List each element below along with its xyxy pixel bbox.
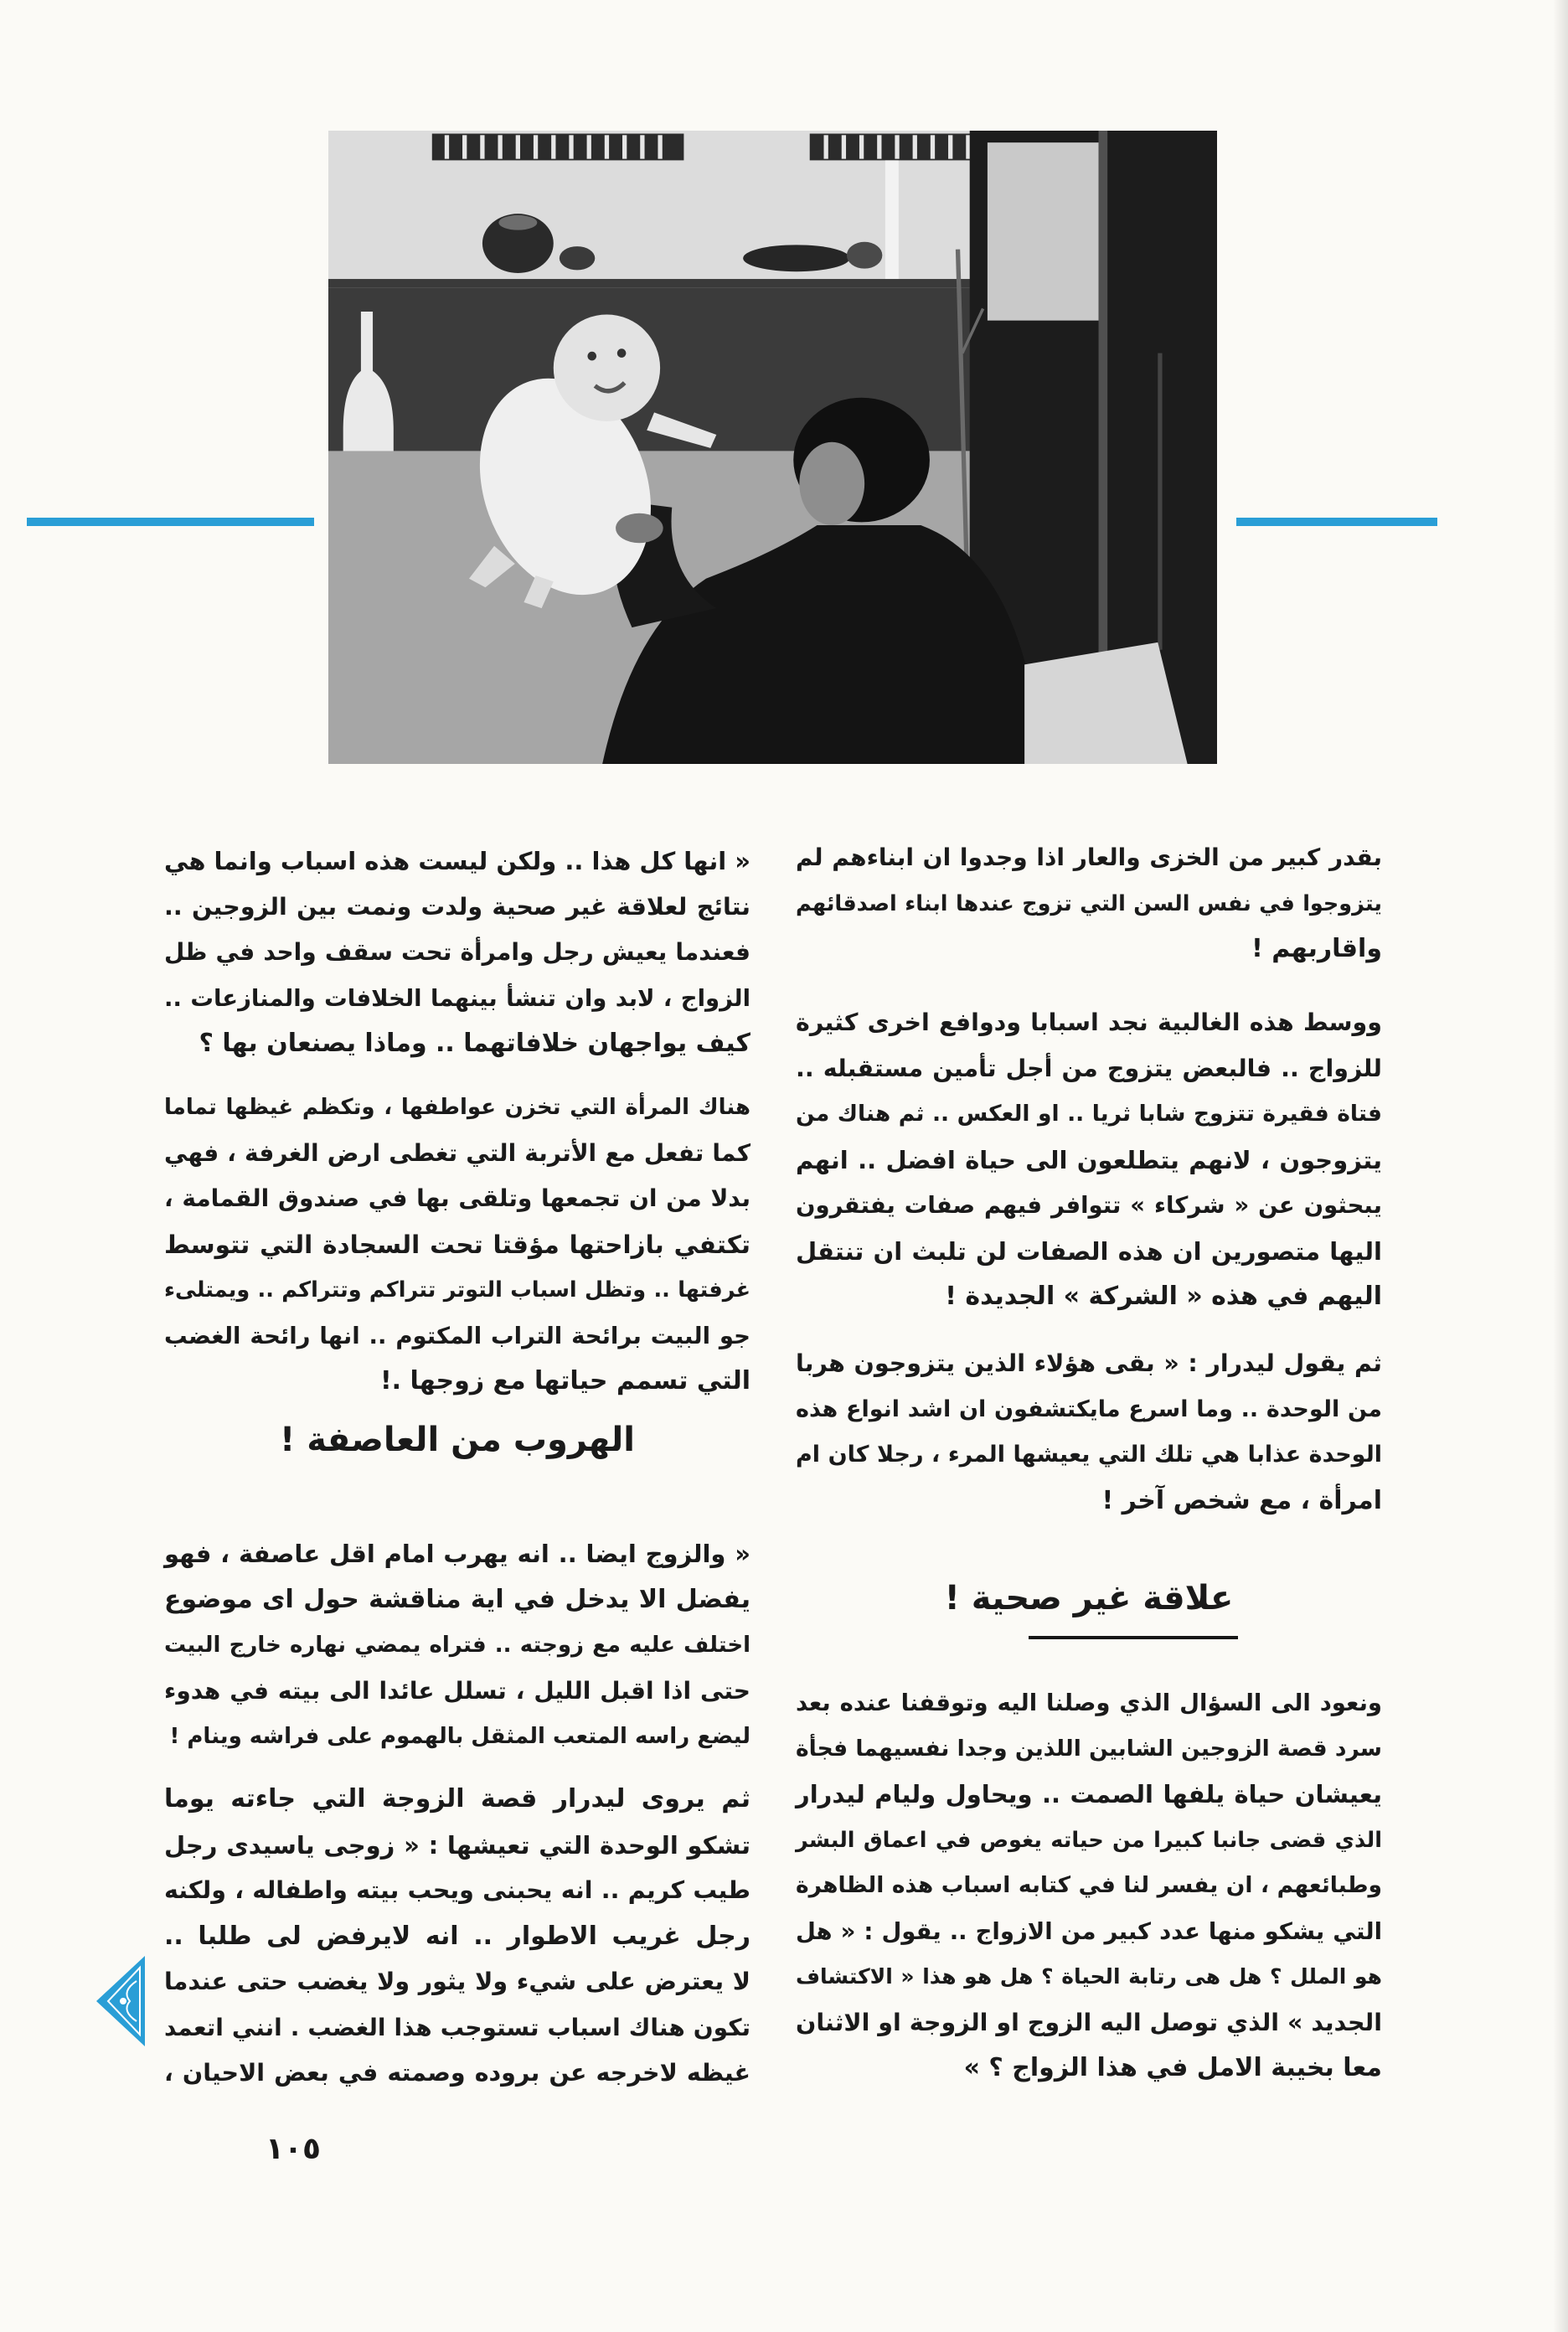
right-column-paragraph-3 xyxy=(796,1341,1382,1524)
right-column-paragraph-1 xyxy=(796,835,1382,973)
text-line: الزواج ، لابد وان تنشأ بينهما الخلافات والمنازعات .. xyxy=(164,984,750,1012)
text-line: جو البيت برائحة التراب المكتوم .. انها رائحة الغضب xyxy=(164,1322,750,1349)
scan-edge-shadow xyxy=(1553,0,1568,2332)
section-heading: علاقة غير صحية ! xyxy=(944,1579,1234,1617)
text-line: حتى اذا اقبل الليل ، تسلل عائدا الى بيته في هدوء xyxy=(164,1676,750,1705)
text-line: الذي قضى جانبا كبيرا من حياته يغوص في اعماق البشر xyxy=(796,1827,1382,1853)
text-line: امرأة ، مع شخص آخر ! xyxy=(1101,1485,1382,1515)
text-line: تكتفي بازاحتها مؤقتا تحت السجادة التي تتوسط xyxy=(164,1230,750,1259)
left-column-paragraph-1 xyxy=(164,838,750,1067)
text-line: ونعود الى السؤال الذي وصلنا اليه وتوقفنا عنده بعد xyxy=(796,1690,1382,1716)
text-line: ليضع راسه المتعب المثقل بالهموم على فراشه وينام ! xyxy=(169,1724,750,1749)
text-line: يتزوجون ، لانهم يتطلعون الى حياة افضل .. انهم xyxy=(796,1145,1382,1174)
text-line: بقدر كبير من الخزى والعار اذا وجدوا ان ابناءهم لم xyxy=(796,844,1382,871)
page-ornament xyxy=(96,1956,145,2046)
text-line: ثم يقول ليدرار : « بقى هؤلاء الذين يتزوجون هربا xyxy=(796,1349,1382,1377)
text-line: هو الملل ؟ هل هى رتابة الحياة ؟ هل هو هذا « الاكتشاف xyxy=(796,1964,1382,1989)
left-column-paragraph-4 xyxy=(164,1777,750,2097)
left-column-paragraph-2 xyxy=(164,1085,750,1405)
text-line: كيف يواجهان خلافاتهما .. وماذا يصنعان بها ؟ xyxy=(199,1029,750,1058)
right-column xyxy=(796,0,1382,2332)
text-line: طيب كريم .. انه يحبنى ويحب بيته واطفاله ، ولكنه xyxy=(164,1876,750,1904)
text-line: اختلف عليه مع زوجته .. فتراه يمضي نهاره خارج البيت xyxy=(164,1633,750,1658)
text-line: كما تفعل مع الأتربة التي تغطى ارض الغرفة ، فهي xyxy=(164,1138,750,1167)
text-line: فعندما يعيش رجل وامرأة تحت سقف واحد في ظل xyxy=(164,938,750,966)
text-line: الوحدة عذابا هي تلك التي يعيشها المرء ، رجلا كان ام xyxy=(796,1442,1382,1468)
text-line: يتزوجوا في نفس السن التي تزوج عندها ابناء اصدقائهم xyxy=(796,890,1382,916)
text-line: تكون هناك اسباب تستوجب هذا الغضب . انني اتعمد xyxy=(164,2013,750,2041)
text-line: تشكو الوحدة التي تعيشها : « زوجى ياسيدى رجل xyxy=(164,1830,750,1860)
text-line: « والزوج ايضا .. انه يهرب امام اقل عاصفة ، فهو xyxy=(164,1540,750,1568)
right-column-paragraph-2 xyxy=(796,1000,1382,1320)
text-line: اليهم في هذه « الشركة » الجديدة ! xyxy=(945,1282,1382,1311)
text-line: فتاة فقيرة تتزوج شابا ثريا .. او العكس .. ثم هناك من xyxy=(796,1101,1382,1127)
text-line: رجل غريب الاطوار .. انه لايرفض لى طلبا .. xyxy=(164,1921,750,1951)
text-line: واقاربهم ! xyxy=(1251,934,1382,963)
right-column-paragraph-4 xyxy=(796,1680,1382,2092)
text-line: يفضل الا يدخل في اية مناقشة حول اى موضوع xyxy=(164,1584,750,1614)
text-line: التي يشكو منها عدد كبير من الازواج .. يقول : « هل xyxy=(796,1917,1382,1945)
text-line: بدلا من ان تجمعها وتلقى بها في صندوق القمامة ، xyxy=(164,1184,750,1212)
text-line: ووسط هذه الغالبية نجد اسبابا ودوافع اخرى كثيرة xyxy=(796,1009,1382,1036)
text-line: يبحثون عن « شركاء » تتوافر فيهم صفات يفتقرون xyxy=(796,1192,1382,1219)
page-number: ١٠٥ xyxy=(266,2132,321,2166)
text-line: غرفتها .. وتظل اسباب التوتر تتراكم وتتراكم .. ويمتلىء xyxy=(164,1277,750,1303)
section-heading: الهروب من العاصفة ! xyxy=(280,1421,635,1459)
text-line: الجديد » الذي توصل اليه الزوج او الزوجة او الاثنان xyxy=(796,2008,1382,2036)
text-line: غيظه لاخرجه عن بروده وصمته في بعض الاحيان ، xyxy=(164,2059,750,2087)
text-line: التي تسمم حياتها مع زوجها .! xyxy=(379,1366,750,1396)
text-line: ثم يروى ليدرار قصة الزوجة التي جاءته يوما xyxy=(164,1784,750,1813)
text-line: لا يعترض على شيء ولا يثور ولا يغضب حتى عندما xyxy=(164,1968,750,1995)
text-line: « انها كل هذا .. ولكن ليست هذه اسباب وانما هي xyxy=(164,847,750,875)
heading-underline xyxy=(1029,1636,1238,1639)
text-line: نتائج لعلاقة غير صحية ولدت ونمت بين الزوجين .. xyxy=(164,892,750,921)
text-line: سرد قصة الزوجين الشابين اللذين وجدا نفسيهما فجأة xyxy=(796,1735,1382,1762)
left-column-paragraph-3 xyxy=(164,1531,750,1760)
text-line: يعيشان حياة يلفها الصمت .. ويحاول وليام ليدرار xyxy=(796,1780,1382,1808)
left-column xyxy=(164,0,750,2332)
text-line: من الوحدة .. وما اسرع مايكتشفون ان اشد انواع هذه xyxy=(796,1396,1382,1422)
ornament-shape xyxy=(96,1956,145,2046)
text-line: اليها متصورين ان هذه الصفات لن تلبث ان تنتقل xyxy=(796,1236,1382,1266)
text-line: وطبائعهم ، ان يفسر لنا في كتابه اسباب هذه الظاهرة xyxy=(796,1872,1382,1898)
text-line: هناك المرأة التي تخزن عواطفها ، وتكظم غيظها تماما xyxy=(164,1095,750,1120)
text-line: للزواج .. فالبعض يتزوج من أجل تأمين مستقبله .. xyxy=(796,1054,1382,1082)
text-line: معا بخيبة الامل في هذا الزواج ؟ » xyxy=(963,2053,1382,2082)
